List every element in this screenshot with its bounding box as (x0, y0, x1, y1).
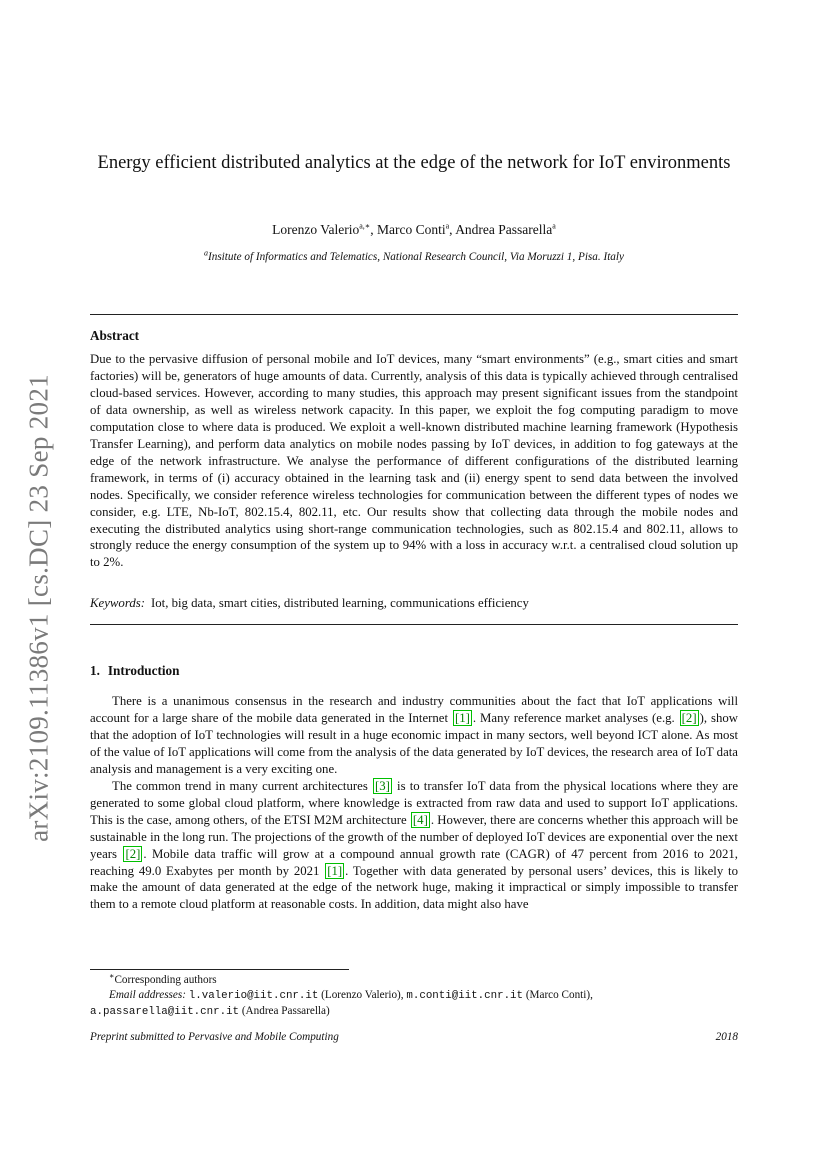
keywords-text: Iot, big data, smart cities, distributed learning, communications efficiency (150, 596, 529, 610)
citation-link[interactable]: [2] (681, 710, 697, 725)
author-separator: , (449, 222, 456, 237)
email-footnote (90, 988, 738, 1004)
email-link[interactable]: a.passarella@iit.cnr.it (90, 1006, 240, 1018)
preprint-note: Preprint submitted to Pervasive and Mobile Computing (90, 1031, 339, 1043)
author-marks: a (552, 221, 556, 231)
citation-link[interactable]: [1] (454, 710, 470, 725)
text-run: is to transfer IoT data from the physical locations where they are generated to some global cloud platform, where knowledge is extracted from raw data and used to support IoT applications. This is the case, among others, of the ETSI M2M architecture (90, 778, 738, 827)
text-run: ), show that the adoption of IoT technologies will result in a huge economic impact in many sectors, well beyond ICT alone. As most of the value of IoT applications will come from the analysis of the data generated by IoT devices, the research area of IoT data analysis and management is a very exciting one. (90, 710, 738, 776)
arxiv-sidebar-stamp (14, 366, 64, 850)
section-heading (90, 663, 179, 679)
section-title: Introduction (107, 663, 180, 678)
paragraph (90, 693, 738, 778)
section-number: 1. (90, 663, 100, 678)
email-label: Email addresses: (109, 989, 186, 1001)
affiliation-mark: a (204, 248, 208, 258)
abstract-text: Due to the pervasive diffusion of personal mobile and IoT devices, many “smart environments” (e.g., smart cities and smart factories) will be, generators of huge amounts of data. Currently, analysis of this data is typically achieved through centralised cloud-based services. However, according to many studies, this approach may present significant issues from the standpoint of data ownership, as well as wireless network capacity. In this paper, we exploit the fog computing paradigm to move computation close to where data is produced. We exploit a well-known distributed machine learning framework (Hypothesis Transfer Learning), and perform data analytics on mobile nodes passing by IoT devices, in addition to fog gateways at the edge of the network infrastructure. We analyse the performance of different configurations of the distributed learning framework, in terms of (i) accuracy obtained in the learning task and (ii) energy spent to send data between the involved nodes. Specifically, we consider reference wireless technologies for communication between the different types of nodes we consider, e.g. LTE, Nb-IoT, 802.15.4, 802.11, etc. Our results show that collecting data through the mobile nodes and executing the distributed analytics using short-range communication technologies, such as 802.15.4 and 802.11, allows to strongly reduce the energy consumption of the system up to 94% with a loss in accuracy w.r.t. a centralised cloud solution up to 2%. (90, 352, 738, 570)
text-run: . Together with data generated by personal users’ devices, this is likely to make the amount of data generated at the edge of the network huge, making it impractical or simply impossible to transfer them to a remote cloud platform at reasonable costs. In addition, data might also have (90, 863, 738, 912)
footnotes (90, 973, 738, 1020)
footnote-rule (90, 969, 349, 970)
paper-title: Energy efficient distributed analytics at the edge of the network for IoT environments (97, 153, 731, 173)
citation-link[interactable]: [1] (327, 863, 343, 878)
email-owner: (Lorenzo Valerio), (318, 989, 407, 1001)
email-owner: (Marco Conti), (523, 989, 593, 1001)
author-marks: a,∗ (359, 221, 371, 231)
citation-link[interactable]: [4] (412, 812, 428, 827)
author-name: Marco Conti (376, 222, 446, 237)
abstract-top-rule (90, 314, 738, 315)
author-list (90, 222, 738, 238)
footnote-mark: ∗ (109, 971, 115, 981)
introduction-body (90, 693, 738, 913)
citation-link[interactable]: [2] (125, 846, 141, 861)
text-run: The common trend in many current architectures (112, 778, 372, 793)
text-run: . Many reference market analyses (e.g. (472, 710, 679, 725)
email-link[interactable]: l.valerio@iit.cnr.it (188, 990, 319, 1002)
email-link[interactable]: m.conti@iit.cnr.it (406, 990, 524, 1002)
affiliation-text: Insitute of Informatics and Telematics, National Research Council, Via Moruzzi 1, Pisa. Italy (208, 251, 624, 263)
text-run: . However, there are concerns whether this approach will be sustainable in the long run. The projections of the growth of the number of deployed IoT devices are exponential over the next years (90, 812, 739, 861)
arxiv-identifier: arXiv:2109.11386v1 [cs.DC] 23 Sep 2021 (23, 374, 54, 842)
author-marks: a (445, 221, 450, 231)
footnote-text: Corresponding authors (114, 974, 217, 986)
abstract-bottom-rule (90, 624, 738, 625)
footer-year: 2018 (715, 1031, 738, 1043)
text-run: . Mobile data traffic will grow at a compound annual growth rate (CAGR) of 47 percent from 2016 to 2021, reaching 49.0 Exabytes per month by 2021 (90, 846, 738, 878)
paragraph (90, 778, 738, 914)
abstract-heading: Abstract (90, 328, 140, 343)
email-footnote-continued (90, 1004, 738, 1020)
keywords (90, 596, 738, 611)
author-name: Andrea Passarella (455, 222, 553, 237)
author-name: Lorenzo Valerio (272, 222, 360, 237)
citation-link[interactable]: [3] (374, 778, 390, 793)
affiliation (90, 248, 738, 263)
text-run: There is a unanimous consensus in the research and industry communities about the fact that IoT applications will account for a large share of the mobile data generated in the Internet (90, 694, 738, 725)
keywords-label: Keywords: (90, 596, 145, 610)
author-separator: , (370, 222, 377, 237)
email-owner: (Andrea Passarella) (239, 1005, 330, 1017)
corresponding-footnote (90, 973, 738, 988)
